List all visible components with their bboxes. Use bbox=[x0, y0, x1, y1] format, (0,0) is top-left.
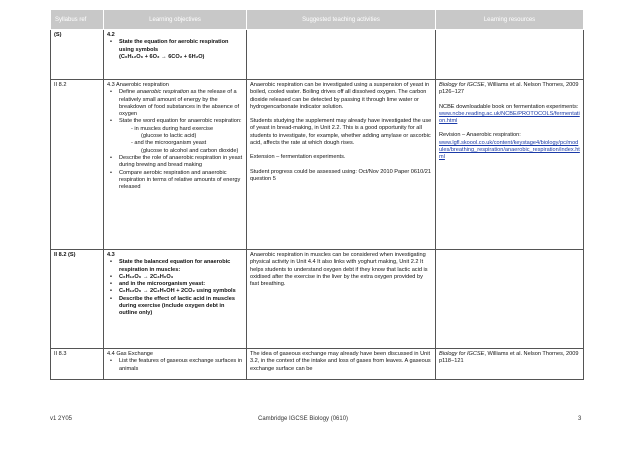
objective-subitem: - in muscles during hard exercise bbox=[131, 125, 214, 132]
objectives-list bbox=[107, 39, 243, 61]
activities-cell bbox=[247, 80, 436, 250]
resource-link-ncbe[interactable]: www.ncbe.reading.ac.uk/NCBE/PROTOCOLS/fermentation.html bbox=[439, 110, 580, 125]
objective-text: State the word equation for anaerobic respiration: bbox=[119, 118, 242, 125]
resources-cell bbox=[436, 349, 584, 380]
header-syllabus-ref: Syllabus ref bbox=[51, 10, 104, 30]
objective-item bbox=[107, 118, 243, 154]
header-learning-objectives: Learning objectives bbox=[104, 10, 247, 30]
syllabus-ref-cell: (S) bbox=[51, 30, 104, 80]
activity-paragraph: Anaerobic respiration can be investigated using a suspension of yeast in boiled, cooled water. Boiling drives off all dissolved oxygen. The carbon dioxide released can be detected by passing it through lime water or hydrogencarbonate indicator solution. bbox=[250, 82, 430, 110]
objective-term: anaerobic respiration bbox=[136, 89, 189, 96]
objectives-list bbox=[107, 259, 243, 317]
objective-item: • C₆H₁₂O₆ → 2C₂H₅OH + 2CO₂ using symbols bbox=[107, 288, 243, 295]
activities-cell: Anaerobic respiration in muscles can be considered when investigating physical activity in Unit 4.4 It also links with yoghurt making, Unit 2.2 It helps students to understand oxygen debt if they know that lactic acid is oxidised after the exercise in the liver by the extra oxygen provided by fast breathing. bbox=[247, 250, 436, 349]
activities-cell: The idea of gaseous exchange may already have been discussed in Unit 3.2, in the context of the intake and loss of gases from leaves. A gaseous exchange surface can be bbox=[247, 349, 436, 380]
table-row bbox=[51, 349, 584, 380]
resource-book bbox=[439, 82, 580, 97]
activity-paragraph: Student progress could be assessed using: Oct/Nov 2010 Paper 0610/21 question 5 bbox=[250, 168, 431, 182]
objective-item: • List the features of gaseous exchange surfaces in animals bbox=[107, 358, 243, 373]
objectives-list bbox=[107, 358, 243, 373]
objective-subitem: (glucose to alcohol and carbon dioxide) bbox=[141, 147, 239, 154]
objective-subitem: (glucose to lactic acid) bbox=[141, 133, 197, 140]
objective-subitem: - and the microorganism yeast bbox=[131, 140, 207, 147]
syllabus-table bbox=[50, 9, 584, 380]
objectives-cell bbox=[104, 30, 247, 80]
footer-version: v1 2Y05 bbox=[50, 416, 73, 422]
syllabus-ref-cell: II 8.2 bbox=[51, 80, 104, 250]
table-header-row bbox=[51, 10, 584, 30]
objective-title: 4.4 Gas Exchange bbox=[107, 351, 154, 357]
activities-cell bbox=[247, 30, 436, 80]
resource-text: NCBE downloadable book on fermentation experiments: bbox=[439, 103, 579, 110]
syllabus-ref-cell: II 8.2 (S) bbox=[51, 250, 104, 349]
objective-title: 4.3 Anaerobic respiration bbox=[107, 82, 169, 88]
resource-text: Revision – Anaerobic respiration: bbox=[439, 132, 521, 139]
objective-item: • Describe the role of anaerobic respiration in yeast during brewing and bread making bbox=[107, 155, 243, 170]
objectives-cell bbox=[104, 80, 247, 250]
objective-number: 4.3 bbox=[107, 252, 115, 258]
table-row bbox=[51, 80, 584, 250]
objective-item: • Describe the effect of lactic acid in muscles during exercise (include oxygen debt in outline only) bbox=[107, 296, 243, 318]
objective-item bbox=[107, 89, 243, 118]
objective-item: • C₆H₁₂O₆ → 2C₃H₆O₃ bbox=[107, 274, 243, 281]
objective-text: Define bbox=[119, 89, 137, 96]
objective-item: • and in the microorganism yeast: bbox=[107, 281, 243, 288]
objective-text: as the release of a relatively small amount of energy by the breakdown of food substances in the absence of oxygen bbox=[119, 89, 240, 118]
aerobic-equation: (C₆H₁₂O₆ + 6O₂ → 6CO₂ + 6H₂O) bbox=[119, 53, 205, 60]
book-details: , Williams et al. Nelson Thornes, 2009 p126−127 bbox=[439, 82, 579, 96]
objectives-cell bbox=[104, 250, 247, 349]
resources-cell bbox=[436, 250, 584, 349]
footer-title: Cambridge IGCSE Biology (0610) bbox=[258, 416, 349, 422]
objective-item bbox=[107, 39, 243, 61]
book-title: Biology for IGCSE bbox=[439, 82, 485, 88]
resources-cell bbox=[436, 80, 584, 250]
book-title: Biology for IGCSE bbox=[439, 351, 485, 357]
header-learning-resources: Learning resources bbox=[436, 10, 584, 30]
activity-paragraph: Students studying the supplement may already have investigated the use of yeast in bread-making, in Unit 2.2. This is a good opportunity for all students to investigate, for example, whether adding amylase or ascorbic acid, affects the rate at which dough rises. bbox=[250, 118, 432, 147]
page-number: 3 bbox=[578, 416, 582, 422]
book-details: , Williams et al. Nelson Thornes, 2009 p118−121 bbox=[439, 351, 579, 365]
objective-item: • Compare aerobic respiration and anaerobic respiration in terms of relative amounts of energy released bbox=[107, 170, 243, 192]
objectives-list bbox=[107, 89, 243, 191]
objective-text: State the equation for aerobic respiration using symbols bbox=[119, 39, 229, 53]
syllabus-ref-cell: II 8.3 bbox=[51, 349, 104, 380]
resource-link-lgfl[interactable]: www.lgfl.skoool.co.uk/content/keystage4/biology/pc/modules/breathing_respiration/anaerobic_respiration/index.html bbox=[439, 139, 580, 161]
table-row bbox=[51, 250, 584, 349]
objective-item: • State the balanced equation for anaerobic respiration in muscles: bbox=[107, 259, 243, 274]
activity-paragraph: Extension – fermentation experiments. bbox=[250, 154, 346, 161]
header-teaching-activities: Suggested teaching activities bbox=[247, 10, 436, 30]
resources-cell bbox=[436, 30, 584, 80]
objective-number: 4.2 bbox=[107, 32, 115, 38]
objectives-cell bbox=[104, 349, 247, 380]
table-row bbox=[51, 30, 584, 80]
